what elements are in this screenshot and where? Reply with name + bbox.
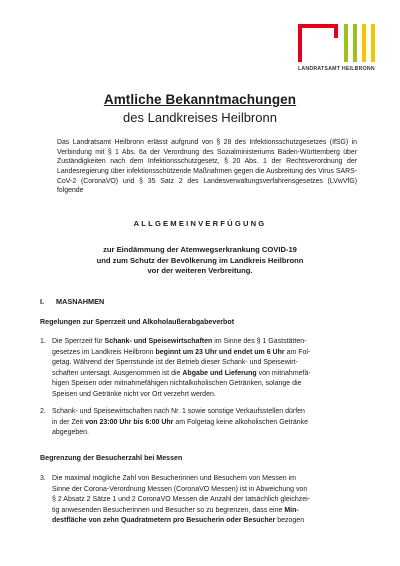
item-line: Speisen und Getränke nicht vor Ort verzehrt werden. <box>52 390 216 398</box>
decree-heading: ALLGEMEINVERFÜGUNG <box>133 219 267 228</box>
item-text <box>52 407 362 439</box>
section-heading <box>40 297 104 306</box>
list-item <box>40 474 362 527</box>
item-number: 3. <box>40 475 46 482</box>
item-line: § 2 Absatz 2 Sätze 1 und 2 CoronaVO Messen die Anzahl der tatsächlich gleichzei- <box>52 496 310 504</box>
item-line: Die Sperrzeit für Schank- und Speisewirtschaften im Sinne des § 1 Gaststätten- <box>52 338 307 345</box>
logo-mark-icon <box>298 20 384 62</box>
item-line: getag. Während der Sperrstunde ist der Betrieb dieser Schank- und Speisewirt- <box>52 359 298 367</box>
item-line: gesetzes im Landkreis Heilbronn beginnt um 23 Uhr und endet um 6 Uhr am Fol- <box>52 348 311 356</box>
purpose-line: vor der weiteren Verbreitung. <box>147 266 253 275</box>
item-text <box>52 337 362 401</box>
list-item <box>40 337 362 401</box>
item-line: schaften untersagt. Ausgenommen ist die Abgabe und Lieferung von mitnahmefä- <box>52 369 311 377</box>
page-title: Amtliche Bekanntmachungen <box>103 92 297 107</box>
page-subtitle: des Landkreises Heilbronn <box>123 110 277 125</box>
item-number: 1. <box>40 338 46 345</box>
item-line: destfläche von zehn Quadratmetern pro Besucherin oder Besucher bezogen <box>52 517 305 525</box>
sub-heading-closing-hours: Regelungen zur Sperrzeit und Alkoholaußerabgabeverbot <box>40 318 235 326</box>
purpose-line: zur Eindämmung der Atemwegserkrankung COVID-19 <box>103 245 297 254</box>
landratsamt-logo <box>298 20 384 72</box>
item-line: Schank- und Speisewirtschaften nach Nr. 1 sowie sonstige Verkaufsstellen dürfen <box>52 408 305 415</box>
section-number: I. <box>40 297 45 306</box>
item-number: 2. <box>40 408 46 415</box>
item-line: higen Speisen oder mitnahmefähigen nichtalkoholischen Getränken, solange die <box>52 380 302 388</box>
item-line: abgegeben. <box>52 429 89 437</box>
section-title: MASNAHMEN <box>56 297 105 306</box>
item-line: in der Zeit von 23:00 Uhr bis 6:00 Uhr am Folgetag keine alkoholischen Getränke <box>52 418 309 426</box>
logo-text: LANDRATSAMT HEILBRONN <box>298 66 375 72</box>
item-text <box>52 474 362 527</box>
item-line: tig anwesenden Besucherinnen und Besucher so zu begrenzen, dass eine Min- <box>52 506 299 514</box>
purpose-statement <box>40 245 360 277</box>
item-line: Sinne der Corona-Verordnung Messen (CoronaVO Messen) ist in Abweichung von <box>52 485 308 493</box>
item-line: Die maximal mögliche Zahl von Besucherinnen und Besuchern von Messen im <box>52 475 296 482</box>
title-block <box>0 91 400 126</box>
intro-paragraph: Das Landratsamt Heilbronn erlässt aufgrund von § 28 des Infektionsschutzgesetzes (IfSG) in Verbindung mit § 1 Abs. 6a der Verordnung des Sozialministeriums Baden-Württemberg über Zuständigkeiten nach dem Infektionsschutzgesetz, § 20 Abs. 1 der Rechtsverordnung der Landesregierung über infektionsschützende Maßnahmen gegen die Ausbreitung des Virus SARS-CoV-2 (CoronaVO) und § 35 Satz 2 des Landesverwaltungsverfahrensgesetzes (LVwVfG) folgende <box>57 139 357 195</box>
purpose-line: und zum Schutz der Bevölkerung im Landkreis Heilbronn <box>96 255 304 265</box>
list-item <box>40 407 362 439</box>
sub-heading-fair-visitors: Begrenzung der Besucherzahl bei Messen <box>40 454 183 462</box>
